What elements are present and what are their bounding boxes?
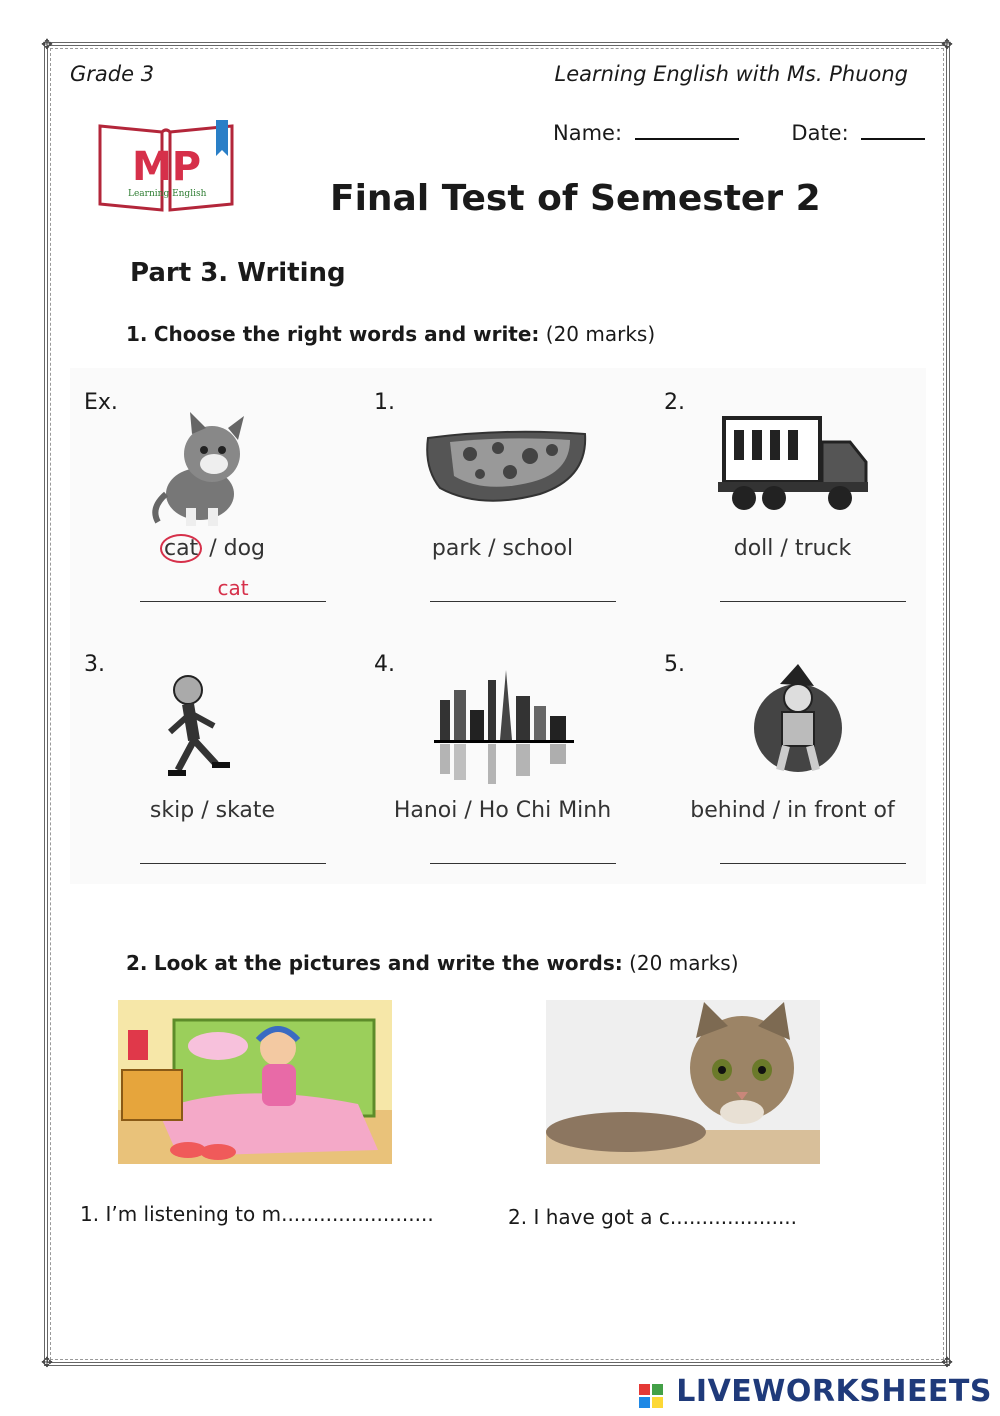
name-date-row <box>553 120 925 145</box>
date-field[interactable] <box>861 120 925 140</box>
task1-item-2 <box>650 368 935 618</box>
grade-label: Grade 3 <box>70 62 155 86</box>
task1-item-ex <box>70 368 355 618</box>
answer-field[interactable] <box>720 863 906 864</box>
corner-ornament-icon: ✥ <box>41 37 53 53</box>
answer-field[interactable] <box>140 863 326 864</box>
choice-separator: / <box>209 536 217 561</box>
choice-row <box>360 536 645 561</box>
choice-option-a[interactable]: Hanoi <box>393 798 458 823</box>
logo-subtitle: Learning English <box>128 189 207 199</box>
choice-separator: / <box>464 798 472 823</box>
city-skyline-icon <box>420 660 590 790</box>
girl-listening-music-icon <box>118 1000 392 1164</box>
corner-ornament-icon: ✥ <box>41 1355 53 1371</box>
teacher-label: Learning English with Ms. Phuong <box>554 62 908 86</box>
item-label: 1. <box>374 390 395 415</box>
park-icon <box>420 398 590 528</box>
task1-text: Choose the right words and write: <box>153 322 540 346</box>
date-label: Date: <box>791 121 849 145</box>
item-label: 4. <box>374 652 395 677</box>
task2-sentence-2[interactable]: 2. I have got a c.................... <box>508 1205 798 1229</box>
corner-ornament-icon: ✥ <box>941 1355 953 1371</box>
choice-option-b[interactable]: Ho Chi Minh <box>478 798 612 823</box>
task2-instruction <box>126 951 739 975</box>
task1-marks: (20 marks) <box>545 322 656 346</box>
choice-option-b[interactable]: in front of <box>787 798 895 823</box>
choice-row <box>650 536 935 561</box>
name-label: Name: <box>553 121 623 145</box>
page-title: Final Test of Semester 2 <box>330 178 821 219</box>
choice-row <box>70 536 355 561</box>
task1-item-4 <box>360 630 645 880</box>
answer-field[interactable] <box>430 601 616 602</box>
task1-item-5 <box>650 630 935 880</box>
choice-separator: / <box>488 536 496 561</box>
task1-item-1 <box>360 368 645 618</box>
task2-sentence-1[interactable]: 1. I’m listening to m........................ <box>80 1202 434 1226</box>
choice-option-a[interactable]: doll <box>733 536 774 561</box>
choice-option-a[interactable]: skip <box>149 798 195 823</box>
choice-separator: / <box>201 798 209 823</box>
choice-option-a[interactable]: park <box>431 536 482 561</box>
choice-option-b[interactable]: school <box>502 536 574 561</box>
answer-text: cat <box>217 576 249 600</box>
corner-ornament-icon: ✥ <box>941 37 953 53</box>
task2-number: 2. <box>126 951 148 975</box>
task1-number: 1. <box>126 322 148 346</box>
logo-letters: MP <box>132 144 202 190</box>
answer-field[interactable] <box>140 601 326 602</box>
answer-field[interactable] <box>720 601 906 602</box>
choice-row <box>650 798 935 823</box>
cat-icon <box>130 398 300 528</box>
task1-instruction <box>126 322 655 346</box>
item-label: 2. <box>664 390 685 415</box>
answer-field[interactable] <box>430 863 616 864</box>
liveworksheets-logo[interactable] <box>639 1374 992 1409</box>
truck-icon <box>710 398 880 528</box>
item-label: Ex. <box>84 390 118 415</box>
item-label: 3. <box>84 652 105 677</box>
choice-row <box>70 798 355 823</box>
choice-row <box>360 798 645 823</box>
item-label: 5. <box>664 652 685 677</box>
name-field[interactable] <box>635 120 739 140</box>
mp-logo <box>96 118 236 216</box>
choice-option-a[interactable]: behind <box>690 798 766 823</box>
cat-photo-icon <box>546 1000 820 1164</box>
choice-separator: / <box>780 536 788 561</box>
task1-grid <box>70 368 926 884</box>
choice-option-b[interactable]: skate <box>215 798 276 823</box>
choice-option-b[interactable]: dog <box>223 536 265 561</box>
brand-text: LIVEWORKSHEETS <box>676 1374 992 1409</box>
choice-option-a[interactable]: cat <box>160 534 202 563</box>
task2-marks: (20 marks) <box>629 951 739 975</box>
choice-option-b[interactable]: truck <box>794 536 852 561</box>
boy-in-front-of-circle-icon <box>710 660 880 790</box>
lws-icon <box>639 1381 663 1405</box>
skater-icon <box>130 660 300 790</box>
choice-separator: / <box>772 798 781 823</box>
task2-text: Look at the pictures and write the words: <box>153 951 623 975</box>
task1-item-3 <box>70 630 355 880</box>
part-heading: Part 3. Writing <box>130 258 346 288</box>
